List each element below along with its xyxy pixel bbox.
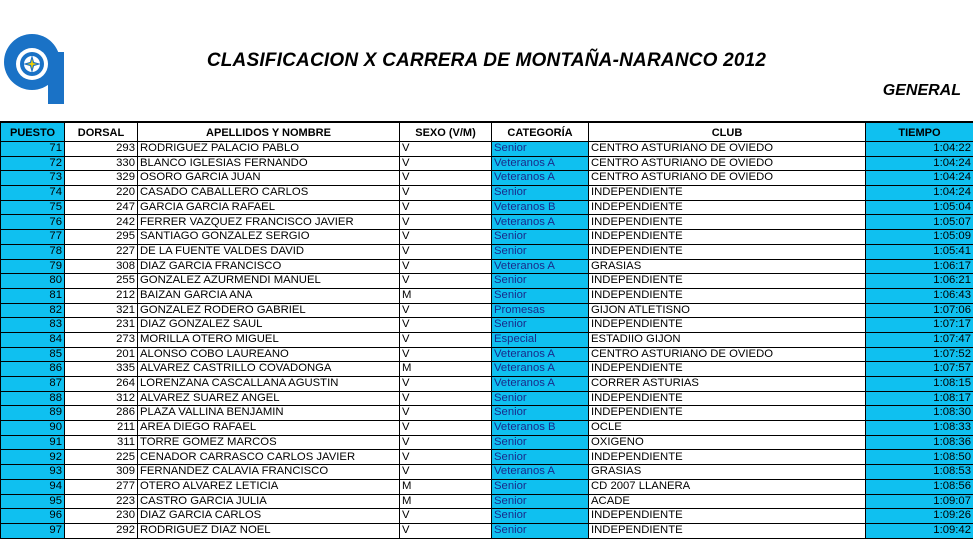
cell-sexo: V <box>400 391 492 406</box>
cell-puesto: 91 <box>1 435 65 450</box>
cell-nombre: DIAZ GONZALEZ SAUL <box>138 318 400 333</box>
cell-tiempo: 1:07:57 <box>866 362 973 377</box>
cell-club: CENTRO ASTURIANO DE OVIEDO <box>589 347 866 362</box>
cell-tiempo: 1:08:56 <box>866 479 973 494</box>
cell-nombre: RODRIGUEZ DIAZ NOEL <box>138 523 400 538</box>
cell-puesto: 72 <box>1 156 65 171</box>
cell-categoria: Senior <box>492 479 589 494</box>
table-row <box>1 318 973 333</box>
cell-puesto: 75 <box>1 200 65 215</box>
cell-sexo: V <box>400 186 492 201</box>
cell-club: INDEPENDIENTE <box>589 406 866 421</box>
cell-nombre: OSORO GARCIA JUAN <box>138 171 400 186</box>
table-row <box>1 274 973 289</box>
cell-nombre: CASADO CABALLERO CARLOS <box>138 186 400 201</box>
cell-dorsal: 211 <box>65 421 138 436</box>
cell-sexo: V <box>400 200 492 215</box>
cell-puesto: 94 <box>1 479 65 494</box>
cell-dorsal: 231 <box>65 318 138 333</box>
page-subtitle: GENERAL <box>883 82 961 100</box>
cell-club: CD 2007 LLANERA <box>589 479 866 494</box>
cell-sexo: V <box>400 274 492 289</box>
cell-sexo: V <box>400 421 492 436</box>
cell-tiempo: 1:07:47 <box>866 332 973 347</box>
cell-puesto: 82 <box>1 303 65 318</box>
page-title: CLASIFICACION X CARRERA DE MONTAÑA-NARANCO 2012 <box>0 50 973 72</box>
cell-club: GIJON ATLETISNO <box>589 303 866 318</box>
cell-puesto: 76 <box>1 215 65 230</box>
table-row <box>1 435 973 450</box>
cell-categoria: Especial <box>492 332 589 347</box>
cell-puesto: 97 <box>1 523 65 538</box>
col-header-categoria: CATEGORÍA <box>492 122 589 142</box>
col-header-club: CLUB <box>589 122 866 142</box>
cell-categoria: Senior <box>492 244 589 259</box>
cell-club: CENTRO ASTURIANO DE OVIEDO <box>589 171 866 186</box>
cell-club: INDEPENDIENTE <box>589 318 866 333</box>
cell-puesto: 73 <box>1 171 65 186</box>
cell-categoria: Senior <box>492 288 589 303</box>
cell-dorsal: 308 <box>65 259 138 274</box>
cell-categoria: Senior <box>492 450 589 465</box>
cell-nombre: CENADOR CARRASCO CARLOS JAVIER <box>138 450 400 465</box>
cell-puesto: 74 <box>1 186 65 201</box>
cell-nombre: TORRE GOMEZ MARCOS <box>138 435 400 450</box>
cell-nombre: GONZALEZ AZURMENDI MANUEL <box>138 274 400 289</box>
cell-club: INDEPENDIENTE <box>589 230 866 245</box>
cell-dorsal: 273 <box>65 332 138 347</box>
cell-tiempo: 1:08:53 <box>866 465 973 480</box>
table-row <box>1 142 973 157</box>
cell-dorsal: 220 <box>65 186 138 201</box>
cell-nombre: AREA DIEGO RAFAEL <box>138 421 400 436</box>
col-header-sexo: SEXO (V/M) <box>400 122 492 142</box>
cell-categoria: Senior <box>492 494 589 509</box>
cell-dorsal: 292 <box>65 523 138 538</box>
cell-dorsal: 309 <box>65 465 138 480</box>
cell-club: INDEPENDIENTE <box>589 509 866 524</box>
cell-sexo: V <box>400 509 492 524</box>
cell-sexo: V <box>400 215 492 230</box>
cell-tiempo: 1:06:43 <box>866 288 973 303</box>
cell-dorsal: 295 <box>65 230 138 245</box>
cell-dorsal: 201 <box>65 347 138 362</box>
cell-tiempo: 1:08:33 <box>866 421 973 436</box>
cell-tiempo: 1:06:17 <box>866 259 973 274</box>
cell-sexo: V <box>400 230 492 245</box>
cell-nombre: DE LA FUENTE VALDES DAVID <box>138 244 400 259</box>
cell-tiempo: 1:04:22 <box>866 142 973 157</box>
cell-sexo: V <box>400 156 492 171</box>
cell-categoria: Senior <box>492 318 589 333</box>
table-row <box>1 186 973 201</box>
cell-dorsal: 225 <box>65 450 138 465</box>
cell-puesto: 92 <box>1 450 65 465</box>
cell-tiempo: 1:09:07 <box>866 494 973 509</box>
cell-sexo: V <box>400 523 492 538</box>
cell-categoria: Senior <box>492 274 589 289</box>
cell-dorsal: 311 <box>65 435 138 450</box>
cell-dorsal: 286 <box>65 406 138 421</box>
cell-categoria: Veteranos A <box>492 171 589 186</box>
col-header-tiempo: TIEMPO <box>866 122 973 142</box>
cell-dorsal: 242 <box>65 215 138 230</box>
cell-tiempo: 1:05:09 <box>866 230 973 245</box>
cell-categoria: Senior <box>492 391 589 406</box>
table-row <box>1 421 973 436</box>
table-row <box>1 288 973 303</box>
cell-tiempo: 1:06:21 <box>866 274 973 289</box>
cell-sexo: V <box>400 244 492 259</box>
cell-tiempo: 1:09:26 <box>866 509 973 524</box>
cell-dorsal: 329 <box>65 171 138 186</box>
cell-tiempo: 1:05:41 <box>866 244 973 259</box>
cell-nombre: ALVAREZ CASTRILLO COVADONGA <box>138 362 400 377</box>
cell-club: INDEPENDIENTE <box>589 391 866 406</box>
table-row <box>1 332 973 347</box>
cell-sexo: V <box>400 259 492 274</box>
cell-dorsal: 293 <box>65 142 138 157</box>
cell-club: CENTRO ASTURIANO DE OVIEDO <box>589 142 866 157</box>
cell-categoria: Veteranos A <box>492 362 589 377</box>
table-row <box>1 200 973 215</box>
cell-categoria: Senior <box>492 523 589 538</box>
table-row <box>1 406 973 421</box>
cell-club: CORRER ASTURIAS <box>589 377 866 392</box>
cell-nombre: BLANCO IGLESIAS FERNANDO <box>138 156 400 171</box>
table-row <box>1 347 973 362</box>
cell-club: INDEPENDIENTE <box>589 523 866 538</box>
cell-tiempo: 1:05:04 <box>866 200 973 215</box>
cell-nombre: DIAZ GARCIA FRANCISCO <box>138 259 400 274</box>
cell-categoria: Senior <box>492 509 589 524</box>
cell-sexo: M <box>400 362 492 377</box>
cell-sexo: V <box>400 347 492 362</box>
cell-nombre: FERRER VAZQUEZ FRANCISCO JAVIER <box>138 215 400 230</box>
cell-club: INDEPENDIENTE <box>589 274 866 289</box>
cell-sexo: V <box>400 303 492 318</box>
table-row <box>1 450 973 465</box>
cell-nombre: ALVAREZ SUAREZ ANGEL <box>138 391 400 406</box>
cell-club: INDEPENDIENTE <box>589 200 866 215</box>
cell-sexo: V <box>400 171 492 186</box>
cell-sexo: M <box>400 494 492 509</box>
cell-tiempo: 1:09:42 <box>866 523 973 538</box>
cell-puesto: 90 <box>1 421 65 436</box>
cell-puesto: 88 <box>1 391 65 406</box>
cell-categoria: Veteranos B <box>492 421 589 436</box>
cell-club: OCLE <box>589 421 866 436</box>
cell-nombre: PLAZA VALLINA BENJAMIN <box>138 406 400 421</box>
cell-tiempo: 1:08:15 <box>866 377 973 392</box>
cell-dorsal: 335 <box>65 362 138 377</box>
cell-tiempo: 1:08:17 <box>866 391 973 406</box>
cell-sexo: V <box>400 450 492 465</box>
table-row <box>1 494 973 509</box>
results-table <box>0 121 973 539</box>
cell-dorsal: 255 <box>65 274 138 289</box>
cell-tiempo: 1:04:24 <box>866 171 973 186</box>
cell-club: ACADE <box>589 494 866 509</box>
cell-puesto: 71 <box>1 142 65 157</box>
cell-puesto: 87 <box>1 377 65 392</box>
col-header-puesto: PUESTO <box>1 122 65 142</box>
cell-club: INDEPENDIENTE <box>589 362 866 377</box>
table-header-row <box>1 122 973 142</box>
cell-club: INDEPENDIENTE <box>589 450 866 465</box>
cell-sexo: V <box>400 142 492 157</box>
cell-dorsal: 223 <box>65 494 138 509</box>
table-row <box>1 303 973 318</box>
cell-puesto: 86 <box>1 362 65 377</box>
cell-tiempo: 1:05:07 <box>866 215 973 230</box>
cell-tiempo: 1:07:06 <box>866 303 973 318</box>
cell-sexo: V <box>400 435 492 450</box>
cell-tiempo: 1:04:24 <box>866 156 973 171</box>
cell-puesto: 80 <box>1 274 65 289</box>
cell-sexo: V <box>400 406 492 421</box>
col-header-dorsal: DORSAL <box>65 122 138 142</box>
cell-puesto: 93 <box>1 465 65 480</box>
cell-dorsal: 312 <box>65 391 138 406</box>
cell-club: INDEPENDIENTE <box>589 244 866 259</box>
cell-nombre: FERNANDEZ CALAVIA FRANCISCO <box>138 465 400 480</box>
cell-nombre: OTERO ALVAREZ LETICIA <box>138 479 400 494</box>
cell-nombre: BAIZAN GARCIA ANA <box>138 288 400 303</box>
cell-nombre: ALONSO COBO LAUREANO <box>138 347 400 362</box>
cell-puesto: 95 <box>1 494 65 509</box>
cell-nombre: SANTIAGO GONZALEZ SERGIO <box>138 230 400 245</box>
cell-nombre: RODRIGUEZ PALACIO PABLO <box>138 142 400 157</box>
table-row <box>1 377 973 392</box>
table-row <box>1 259 973 274</box>
cell-sexo: V <box>400 377 492 392</box>
col-header-nombre: APELLIDOS Y NOMBRE <box>138 122 400 142</box>
cell-categoria: Veteranos A <box>492 215 589 230</box>
table-row <box>1 509 973 524</box>
cell-nombre: DIAZ GARCIA CARLOS <box>138 509 400 524</box>
cell-categoria: Veteranos A <box>492 465 589 480</box>
cell-categoria: Senior <box>492 435 589 450</box>
table-row <box>1 171 973 186</box>
cell-nombre: GARCIA GARCIA RAFAEL <box>138 200 400 215</box>
cell-sexo: M <box>400 479 492 494</box>
cell-puesto: 83 <box>1 318 65 333</box>
cell-puesto: 78 <box>1 244 65 259</box>
cell-club: INDEPENDIENTE <box>589 215 866 230</box>
cell-nombre: GONZALEZ RODERO GABRIEL <box>138 303 400 318</box>
cell-puesto: 84 <box>1 332 65 347</box>
cell-dorsal: 230 <box>65 509 138 524</box>
cell-puesto: 81 <box>1 288 65 303</box>
cell-categoria: Veteranos A <box>492 259 589 274</box>
cell-dorsal: 321 <box>65 303 138 318</box>
cell-categoria: Promesas <box>492 303 589 318</box>
table-row <box>1 156 973 171</box>
cell-categoria: Veteranos A <box>492 156 589 171</box>
cell-puesto: 79 <box>1 259 65 274</box>
table-row <box>1 362 973 377</box>
cell-sexo: V <box>400 465 492 480</box>
cell-puesto: 85 <box>1 347 65 362</box>
cell-categoria: Veteranos A <box>492 347 589 362</box>
cell-sexo: M <box>400 288 492 303</box>
cell-categoria: Senior <box>492 186 589 201</box>
cell-club: GRASIAS <box>589 259 866 274</box>
cell-nombre: CASTRO GARCIA JULIA <box>138 494 400 509</box>
cell-dorsal: 212 <box>65 288 138 303</box>
cell-categoria: Veteranos B <box>492 200 589 215</box>
cell-club: ESTADIIO GIJON <box>589 332 866 347</box>
cell-club: OXIGENO <box>589 435 866 450</box>
cell-tiempo: 1:07:17 <box>866 318 973 333</box>
table-row <box>1 391 973 406</box>
cell-club: GRASIAS <box>589 465 866 480</box>
cell-puesto: 77 <box>1 230 65 245</box>
cell-categoria: Senior <box>492 142 589 157</box>
cell-tiempo: 1:08:30 <box>866 406 973 421</box>
table-row <box>1 215 973 230</box>
cell-dorsal: 264 <box>65 377 138 392</box>
cell-club: INDEPENDIENTE <box>589 288 866 303</box>
table-row <box>1 230 973 245</box>
cell-categoria: Senior <box>492 230 589 245</box>
cell-nombre: LORENZANA CASCALLANA AGUSTIN <box>138 377 400 392</box>
cell-tiempo: 1:04:24 <box>866 186 973 201</box>
cell-dorsal: 247 <box>65 200 138 215</box>
cell-dorsal: 227 <box>65 244 138 259</box>
cell-club: INDEPENDIENTE <box>589 186 866 201</box>
cell-categoria: Senior <box>492 406 589 421</box>
cell-puesto: 96 <box>1 509 65 524</box>
cell-sexo: V <box>400 318 492 333</box>
cell-tiempo: 1:08:50 <box>866 450 973 465</box>
cell-dorsal: 277 <box>65 479 138 494</box>
cell-puesto: 89 <box>1 406 65 421</box>
cell-tiempo: 1:08:36 <box>866 435 973 450</box>
cell-nombre: MORILLA OTERO MIGUEL <box>138 332 400 347</box>
table-row <box>1 244 973 259</box>
cell-sexo: V <box>400 332 492 347</box>
table-row <box>1 523 973 538</box>
table-row <box>1 465 973 480</box>
cell-club: CENTRO ASTURIANO DE OVIEDO <box>589 156 866 171</box>
cell-dorsal: 330 <box>65 156 138 171</box>
cell-tiempo: 1:07:52 <box>866 347 973 362</box>
table-row <box>1 479 973 494</box>
cell-categoria: Veteranos A <box>492 377 589 392</box>
